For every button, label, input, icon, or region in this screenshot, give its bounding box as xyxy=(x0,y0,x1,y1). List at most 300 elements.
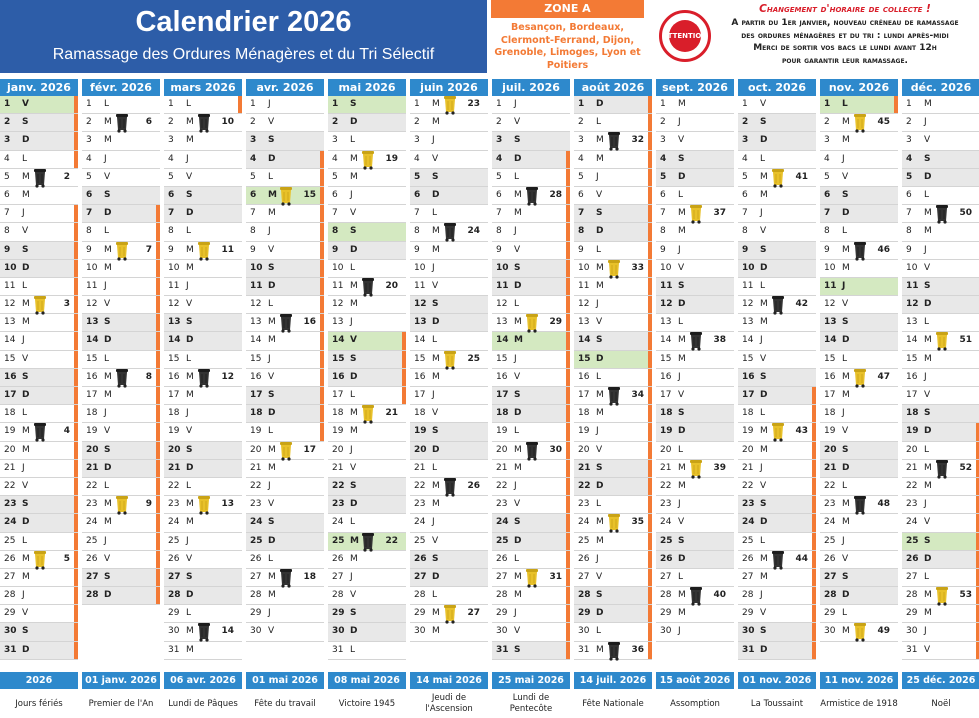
weekday-letter: J xyxy=(924,117,927,128)
school-vacation-marker xyxy=(156,460,160,477)
day-row xyxy=(0,587,78,605)
day-row xyxy=(902,642,979,660)
weekday-letter: D xyxy=(514,535,522,546)
day-row xyxy=(820,169,898,187)
school-vacation-marker xyxy=(156,223,160,240)
day-number: 25 xyxy=(660,535,673,546)
holiday-name: Victoire 1945 xyxy=(338,698,396,709)
day-row xyxy=(0,351,78,369)
school-vacation-marker xyxy=(402,351,406,368)
day-row xyxy=(492,442,570,460)
weekday-letter: V xyxy=(924,135,931,146)
weekday-letter: L xyxy=(186,480,192,491)
week-number: 44 xyxy=(795,553,808,564)
school-vacation-marker xyxy=(320,423,324,440)
holiday-name: Lundi de Pâques xyxy=(168,698,238,709)
day-row xyxy=(0,132,78,150)
day-number: 18 xyxy=(742,408,754,419)
day-number: 14 xyxy=(660,335,672,346)
day-row xyxy=(410,442,488,460)
day-number: 4 xyxy=(824,153,830,164)
day-number: 19 xyxy=(660,426,673,437)
school-vacation-marker xyxy=(648,260,652,277)
weekday-letter: S xyxy=(104,444,111,455)
day-number: 23 xyxy=(906,499,918,510)
weekday-letter: M xyxy=(22,553,30,564)
day-row xyxy=(492,114,570,132)
school-vacation-marker xyxy=(566,405,570,422)
day-row xyxy=(164,423,242,441)
day-number: 1 xyxy=(332,99,339,109)
day-row xyxy=(738,496,816,514)
day-number: 16 xyxy=(4,371,17,382)
day-number: 13 xyxy=(4,317,16,328)
weekday-letter: M xyxy=(514,444,522,455)
weekday-letter: J xyxy=(268,99,271,109)
day-row xyxy=(328,351,406,369)
day-number: 27 xyxy=(578,571,590,582)
weekday-letter: L xyxy=(186,353,192,364)
school-vacation-marker xyxy=(566,223,570,240)
school-vacation-marker xyxy=(320,169,324,186)
day-number: 23 xyxy=(742,499,755,510)
day-number: 1 xyxy=(168,99,174,109)
weekday-letter: M xyxy=(268,590,276,601)
day-number: 11 xyxy=(332,280,344,291)
weekday-letter: D xyxy=(350,244,358,255)
day-row xyxy=(410,278,488,296)
weekday-letter: D xyxy=(760,262,768,273)
day-number: 5 xyxy=(332,171,338,182)
day-row xyxy=(492,260,570,278)
day-row xyxy=(738,187,816,205)
school-vacation-marker xyxy=(566,551,570,568)
day-row xyxy=(328,423,406,441)
day-number: 9 xyxy=(824,244,830,255)
day-row xyxy=(574,478,652,496)
day-row xyxy=(738,569,816,587)
recycling-bin-icon xyxy=(607,511,621,533)
day-number: 12 xyxy=(824,299,836,310)
weekday-letter: M xyxy=(432,99,440,109)
day-row xyxy=(820,114,898,132)
recycling-bin-icon xyxy=(525,566,539,588)
day-row xyxy=(820,187,898,205)
day-row xyxy=(328,151,406,169)
weekday-letter: M xyxy=(678,480,686,491)
weekday-letter: V xyxy=(842,553,849,564)
weekday-letter: M xyxy=(760,571,768,582)
weekday-letter: M xyxy=(350,408,358,419)
school-vacation-marker xyxy=(566,369,570,386)
day-number: 21 xyxy=(86,462,99,473)
day-number: 4 xyxy=(168,153,174,164)
day-number: 25 xyxy=(332,535,345,546)
day-row xyxy=(164,260,242,278)
weekday-letter: V xyxy=(678,135,685,146)
day-row xyxy=(656,169,734,187)
day-row xyxy=(164,187,242,205)
day-number: 20 xyxy=(250,444,262,455)
day-number: 26 xyxy=(414,553,427,564)
day-number: 16 xyxy=(660,371,672,382)
day-row xyxy=(492,387,570,405)
weekday-letter: J xyxy=(678,499,681,510)
day-number: 4 xyxy=(660,153,667,164)
school-vacation-marker xyxy=(320,223,324,240)
weekday-letter: J xyxy=(432,390,435,400)
day-number: 9 xyxy=(4,244,11,255)
day-row xyxy=(902,605,979,623)
weekday-letter: J xyxy=(186,153,189,164)
weekday-letter: V xyxy=(22,480,29,491)
week-number: 36 xyxy=(631,644,644,655)
day-number: 29 xyxy=(742,608,754,619)
weekday-letter: D xyxy=(596,99,604,109)
day-number: 1 xyxy=(906,99,912,109)
page-subtitle: Ramassage des Ordures Ménagères et du Tri Sélectif xyxy=(52,46,435,63)
day-number: 25 xyxy=(578,535,590,546)
day-number: 19 xyxy=(578,426,590,437)
day-row xyxy=(246,260,324,278)
recycling-bin-icon xyxy=(853,111,867,133)
day-row xyxy=(164,296,242,314)
weekday-letter: M xyxy=(22,189,30,200)
day-number: 5 xyxy=(824,171,830,182)
weekday-letter: M xyxy=(186,626,194,637)
day-number: 9 xyxy=(414,244,420,255)
day-number: 4 xyxy=(906,153,913,164)
school-vacation-marker xyxy=(74,642,78,659)
weekday-letter: M xyxy=(924,353,932,364)
school-vacation-marker xyxy=(648,496,652,513)
day-number: 29 xyxy=(4,608,16,619)
recycling-bin-icon xyxy=(361,148,375,170)
day-number: 13 xyxy=(332,317,344,328)
weekday-letter: V xyxy=(268,371,275,382)
day-number: 20 xyxy=(168,444,181,455)
week-number: 50 xyxy=(959,208,972,219)
weekday-letter: J xyxy=(596,553,599,564)
day-row xyxy=(656,533,734,551)
day-row xyxy=(574,642,652,660)
day-row xyxy=(492,405,570,423)
day-number: 28 xyxy=(168,590,181,601)
day-row xyxy=(902,369,979,387)
day-row xyxy=(738,387,816,405)
month-header: mai 2026 xyxy=(328,79,406,96)
school-vacation-marker xyxy=(74,332,78,349)
day-number: 24 xyxy=(496,517,509,528)
day-number: 27 xyxy=(906,571,918,582)
day-row xyxy=(820,332,898,350)
day-number: 19 xyxy=(906,426,919,437)
school-vacation-marker xyxy=(156,423,160,440)
school-vacation-marker xyxy=(566,423,570,440)
day-number: 20 xyxy=(332,444,344,455)
weekday-letter: M xyxy=(678,99,686,109)
week-number: 23 xyxy=(467,99,480,109)
day-number: 1 xyxy=(4,99,11,109)
weekday-letter: M xyxy=(350,153,358,164)
day-number: 15 xyxy=(250,353,262,364)
school-vacation-marker xyxy=(648,569,652,586)
weekday-letter: S xyxy=(924,280,931,291)
weekday-letter: V xyxy=(350,590,357,601)
day-number: 28 xyxy=(496,590,508,601)
weekday-letter: J xyxy=(104,153,107,164)
day-row xyxy=(574,187,652,205)
weekday-letter: L xyxy=(350,517,356,528)
day-number: 29 xyxy=(414,608,426,619)
day-number: 9 xyxy=(742,244,749,255)
holiday-name: Armistice de 1918 xyxy=(820,698,898,709)
day-row xyxy=(246,151,324,169)
day-number: 13 xyxy=(660,317,672,328)
weekday-letter: M xyxy=(104,517,112,528)
day-number: 2 xyxy=(496,117,502,128)
day-number: 3 xyxy=(86,135,92,146)
day-number: 2 xyxy=(332,117,339,128)
month-column xyxy=(328,79,406,660)
school-vacation-marker xyxy=(320,387,324,404)
weekday-letter: J xyxy=(350,444,353,455)
day-number: 18 xyxy=(660,408,673,419)
weekday-letter: J xyxy=(924,626,927,637)
school-vacation-marker xyxy=(648,405,652,422)
month-column xyxy=(820,79,898,642)
day-number: 11 xyxy=(742,280,754,291)
school-vacation-marker xyxy=(648,223,652,240)
day-number: 18 xyxy=(414,408,426,419)
day-number: 13 xyxy=(168,317,181,328)
day-row xyxy=(246,478,324,496)
weekday-letter: M xyxy=(760,299,768,310)
weekday-letter: J xyxy=(678,371,681,382)
day-row xyxy=(820,551,898,569)
day-row xyxy=(328,623,406,641)
weekday-letter: M xyxy=(22,317,30,328)
weekday-letter: L xyxy=(432,208,438,219)
weekday-letter: V xyxy=(760,226,767,237)
day-number: 15 xyxy=(168,353,180,364)
day-number: 17 xyxy=(742,390,755,400)
day-number: 31 xyxy=(496,644,509,655)
day-number: 20 xyxy=(578,444,590,455)
day-number: 12 xyxy=(86,299,98,310)
day-number: 28 xyxy=(906,590,918,601)
weekday-letter: V xyxy=(514,117,521,128)
day-row xyxy=(574,514,652,532)
day-number: 6 xyxy=(332,189,338,200)
holiday-date: 25 mai 2026 xyxy=(492,672,570,689)
day-row xyxy=(738,442,816,460)
day-number: 27 xyxy=(824,571,837,582)
day-row xyxy=(492,242,570,260)
month-column xyxy=(82,79,160,605)
day-number: 30 xyxy=(250,626,262,637)
week-number: 13 xyxy=(221,499,234,510)
day-row xyxy=(328,478,406,496)
day-number: 1 xyxy=(824,99,831,109)
day-row xyxy=(164,533,242,551)
day-number: 20 xyxy=(4,444,16,455)
day-number: 19 xyxy=(250,426,262,437)
weekday-letter: M xyxy=(842,262,850,273)
weekday-letter: D xyxy=(22,517,30,528)
day-row xyxy=(902,460,979,478)
weekday-letter: L xyxy=(924,444,930,455)
weekday-letter: S xyxy=(104,571,111,582)
day-row xyxy=(574,223,652,241)
school-vacation-marker xyxy=(812,623,816,640)
day-row xyxy=(738,623,816,641)
day-number: 29 xyxy=(906,608,918,619)
trash-bin-icon xyxy=(935,202,949,224)
weekday-letter: J xyxy=(22,335,25,346)
weekday-letter: M xyxy=(514,571,522,582)
day-row xyxy=(410,478,488,496)
weekday-letter: M xyxy=(760,426,768,437)
day-number: 25 xyxy=(742,535,754,546)
day-number: 9 xyxy=(168,244,174,255)
weekday-letter: L xyxy=(350,390,356,400)
day-row xyxy=(82,569,160,587)
trash-bin-icon xyxy=(33,420,47,442)
day-number: 5 xyxy=(86,171,92,182)
day-row xyxy=(574,605,652,623)
day-number: 4 xyxy=(250,153,257,164)
weekday-letter: D xyxy=(678,299,686,310)
day-row xyxy=(82,169,160,187)
day-row xyxy=(902,351,979,369)
day-number: 27 xyxy=(168,571,181,582)
day-number: 22 xyxy=(824,480,836,491)
day-number: 7 xyxy=(660,208,666,219)
day-row xyxy=(738,460,816,478)
day-row xyxy=(328,296,406,314)
weekday-letter: M xyxy=(596,390,604,400)
day-number: 28 xyxy=(250,590,262,601)
day-number: 25 xyxy=(824,535,836,546)
weekday-letter: V xyxy=(760,480,767,491)
day-row xyxy=(902,296,979,314)
day-number: 22 xyxy=(332,480,345,491)
day-row xyxy=(246,605,324,623)
school-vacation-marker xyxy=(812,605,816,622)
school-vacation-marker xyxy=(74,223,78,240)
weekday-letter: V xyxy=(350,462,357,473)
weekday-letter: S xyxy=(596,208,603,219)
day-number: 9 xyxy=(496,244,502,255)
day-row xyxy=(410,114,488,132)
day-row xyxy=(902,514,979,532)
weekday-letter: S xyxy=(924,535,931,546)
month-column xyxy=(656,79,734,642)
weekday-letter: L xyxy=(678,444,684,455)
day-row xyxy=(82,387,160,405)
day-row xyxy=(0,296,78,314)
day-number: 27 xyxy=(742,571,754,582)
school-vacation-marker xyxy=(156,533,160,550)
day-row xyxy=(492,587,570,605)
week-number: 47 xyxy=(877,371,890,382)
day-number: 25 xyxy=(414,535,426,546)
day-number: 21 xyxy=(660,462,672,473)
day-number: 23 xyxy=(578,499,590,510)
day-row xyxy=(902,533,979,551)
day-number: 28 xyxy=(742,590,754,601)
weekday-letter: D xyxy=(924,553,932,564)
week-number: 2 xyxy=(63,171,70,182)
day-number: 7 xyxy=(578,208,585,219)
day-number: 8 xyxy=(824,226,830,237)
weekday-letter: J xyxy=(186,280,189,291)
weekday-letter: M xyxy=(924,335,932,346)
day-number: 4 xyxy=(742,153,748,164)
day-number: 18 xyxy=(168,408,180,419)
day-row xyxy=(574,260,652,278)
day-row xyxy=(902,151,979,169)
school-vacation-marker xyxy=(402,387,406,404)
school-vacation-marker xyxy=(648,423,652,440)
day-row xyxy=(164,642,242,660)
day-number: 21 xyxy=(824,462,837,473)
weekday-letter: D xyxy=(514,280,522,291)
weekday-letter: S xyxy=(760,626,767,637)
school-vacation-marker xyxy=(566,260,570,277)
day-row xyxy=(656,151,734,169)
day-row xyxy=(738,351,816,369)
weekday-letter: D xyxy=(842,590,850,601)
day-row xyxy=(246,496,324,514)
holiday-date: 15 août 2026 xyxy=(656,672,734,689)
weekday-letter: V xyxy=(22,608,29,619)
weekday-letter: V xyxy=(186,299,193,310)
day-number: 5 xyxy=(414,171,421,182)
weekday-letter: M xyxy=(104,262,112,273)
weekday-letter: S xyxy=(924,408,931,419)
day-row xyxy=(656,551,734,569)
day-row xyxy=(246,460,324,478)
weekday-letter: L xyxy=(186,226,192,237)
day-number: 24 xyxy=(250,517,263,528)
day-number: 13 xyxy=(86,317,99,328)
attention-seal-icon xyxy=(659,10,711,62)
day-number: 6 xyxy=(496,189,502,200)
week-number: 8 xyxy=(145,371,152,382)
day-row xyxy=(410,423,488,441)
school-vacation-marker xyxy=(812,569,816,586)
weekday-letter: J xyxy=(432,135,435,146)
day-number: 28 xyxy=(414,590,426,601)
week-number: 14 xyxy=(221,626,234,637)
school-vacation-marker xyxy=(648,369,652,386)
holiday-date: 11 nov. 2026 xyxy=(820,672,898,689)
day-row xyxy=(820,132,898,150)
weekday-letter: D xyxy=(760,390,768,400)
day-number: 3 xyxy=(742,135,749,146)
weekday-letter: L xyxy=(760,280,766,291)
weekday-letter: L xyxy=(842,608,848,619)
school-vacation-marker xyxy=(648,205,652,222)
weekday-letter: M xyxy=(268,444,276,455)
weekday-letter: D xyxy=(22,262,30,273)
weekday-letter: V xyxy=(760,99,767,109)
day-number: 12 xyxy=(578,299,590,310)
day-row xyxy=(410,369,488,387)
weekday-letter: L xyxy=(924,571,930,582)
